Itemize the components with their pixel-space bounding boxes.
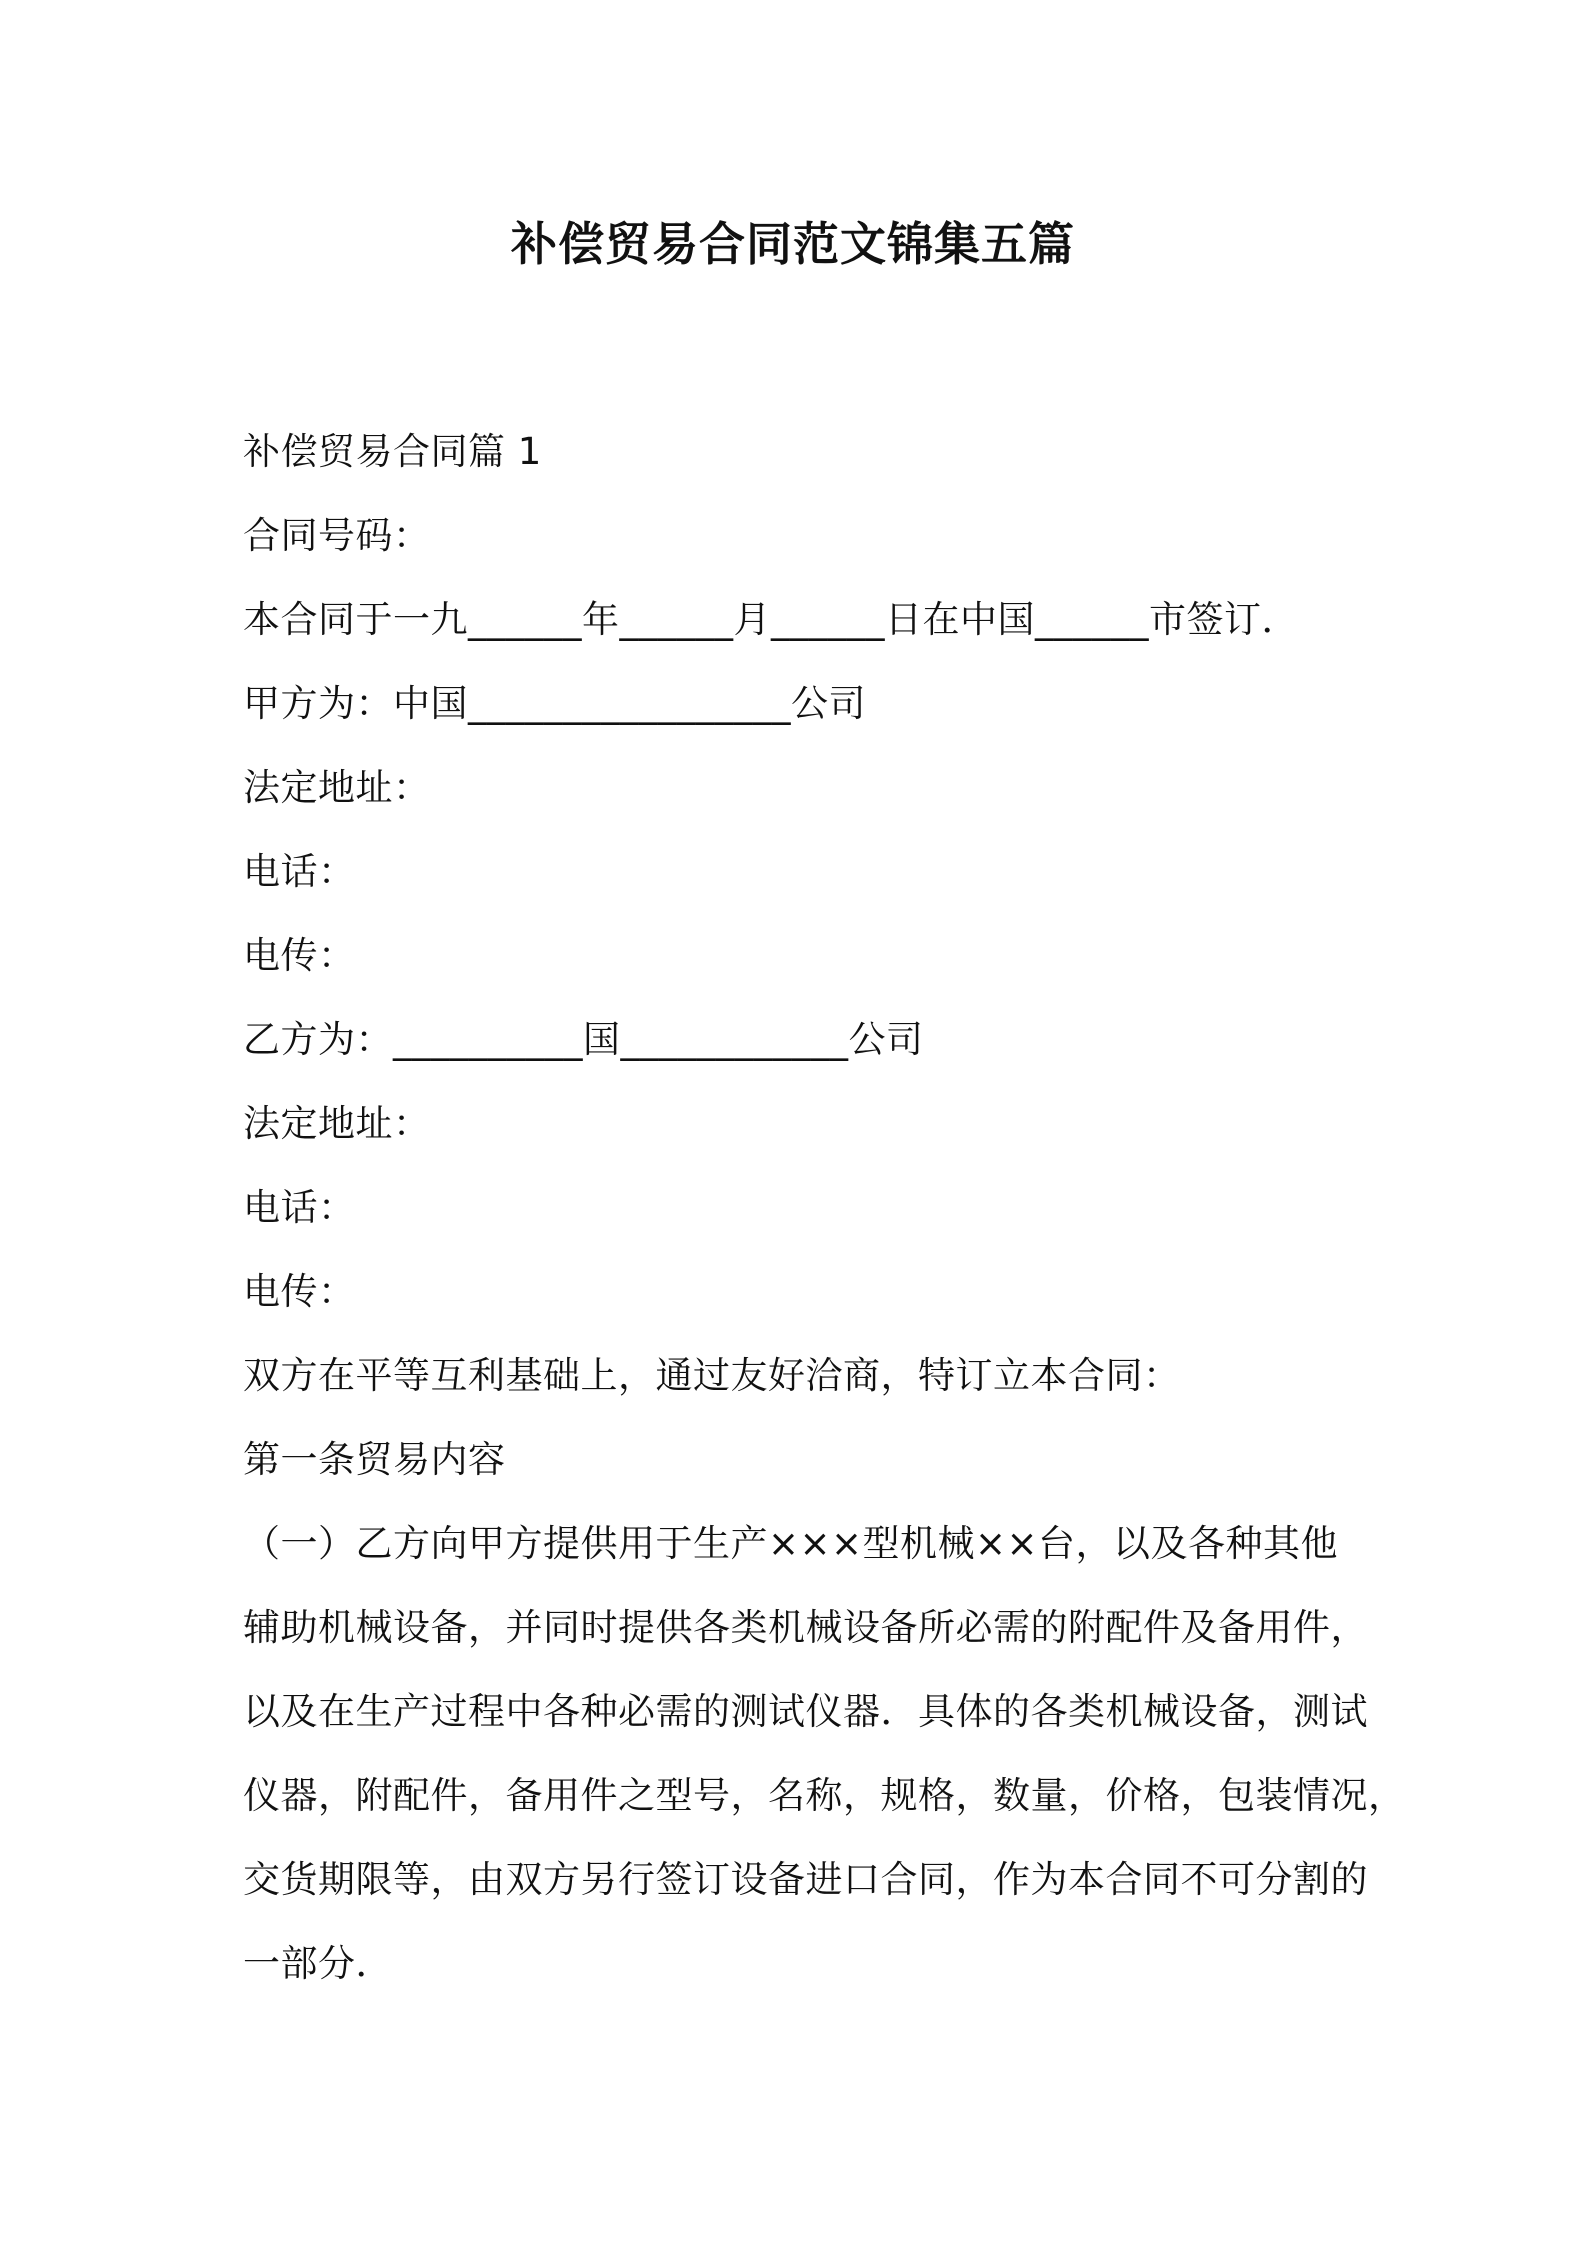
- preamble-line: 双方在平等互利基础上，通过友好洽商，特订立本合同：: [243, 1354, 1181, 1397]
- party-b-address-line: 法定地址：: [243, 1102, 431, 1145]
- paragraph-row: 仪器，附配件，备用件之型号，名称，规格，数量，价格，包装情况，: [243, 1774, 1406, 1817]
- party-a-line: 甲方为：中国_________________公司: [243, 682, 866, 725]
- paragraph-row: 一部分．: [243, 1942, 393, 1985]
- party-b-line: 乙方为：__________国____________公司: [243, 1018, 924, 1061]
- paragraph-row: 以及在生产过程中各种必需的测试仪器．具体的各类机械设备，测试: [243, 1690, 1368, 1733]
- signing-date-line: 本合同于一九______年______月______日在中国______市签订．: [243, 598, 1299, 641]
- paragraph-row: （一）乙方向甲方提供用于生产×××型机械××台，以及各种其他: [243, 1522, 1339, 1565]
- paragraph-row: 辅助机械设备，并同时提供各类机械设备所必需的附配件及备用件，: [243, 1606, 1368, 1649]
- document-title: 补偿贸易合同范文锦集五篇: [511, 217, 1075, 271]
- party-b-telex-line: 电传：: [243, 1270, 356, 1313]
- party-b-phone-line: 电话：: [243, 1186, 356, 1229]
- paragraph-row: 交货期限等，由双方另行签订设备进口合同，作为本合同不可分割的: [243, 1858, 1368, 1901]
- article-one-heading: 第一条贸易内容: [243, 1438, 506, 1481]
- contract-number-line: 合同号码：: [243, 514, 431, 557]
- section-heading: 补偿贸易合同篇 1: [243, 430, 542, 473]
- party-a-address-line: 法定地址：: [243, 766, 431, 809]
- party-a-telex-line: 电传：: [243, 934, 356, 977]
- document-body: [243, 410, 1406, 2006]
- article-one-paragraph: [243, 1502, 1406, 2006]
- party-a-phone-line: 电话：: [243, 850, 356, 893]
